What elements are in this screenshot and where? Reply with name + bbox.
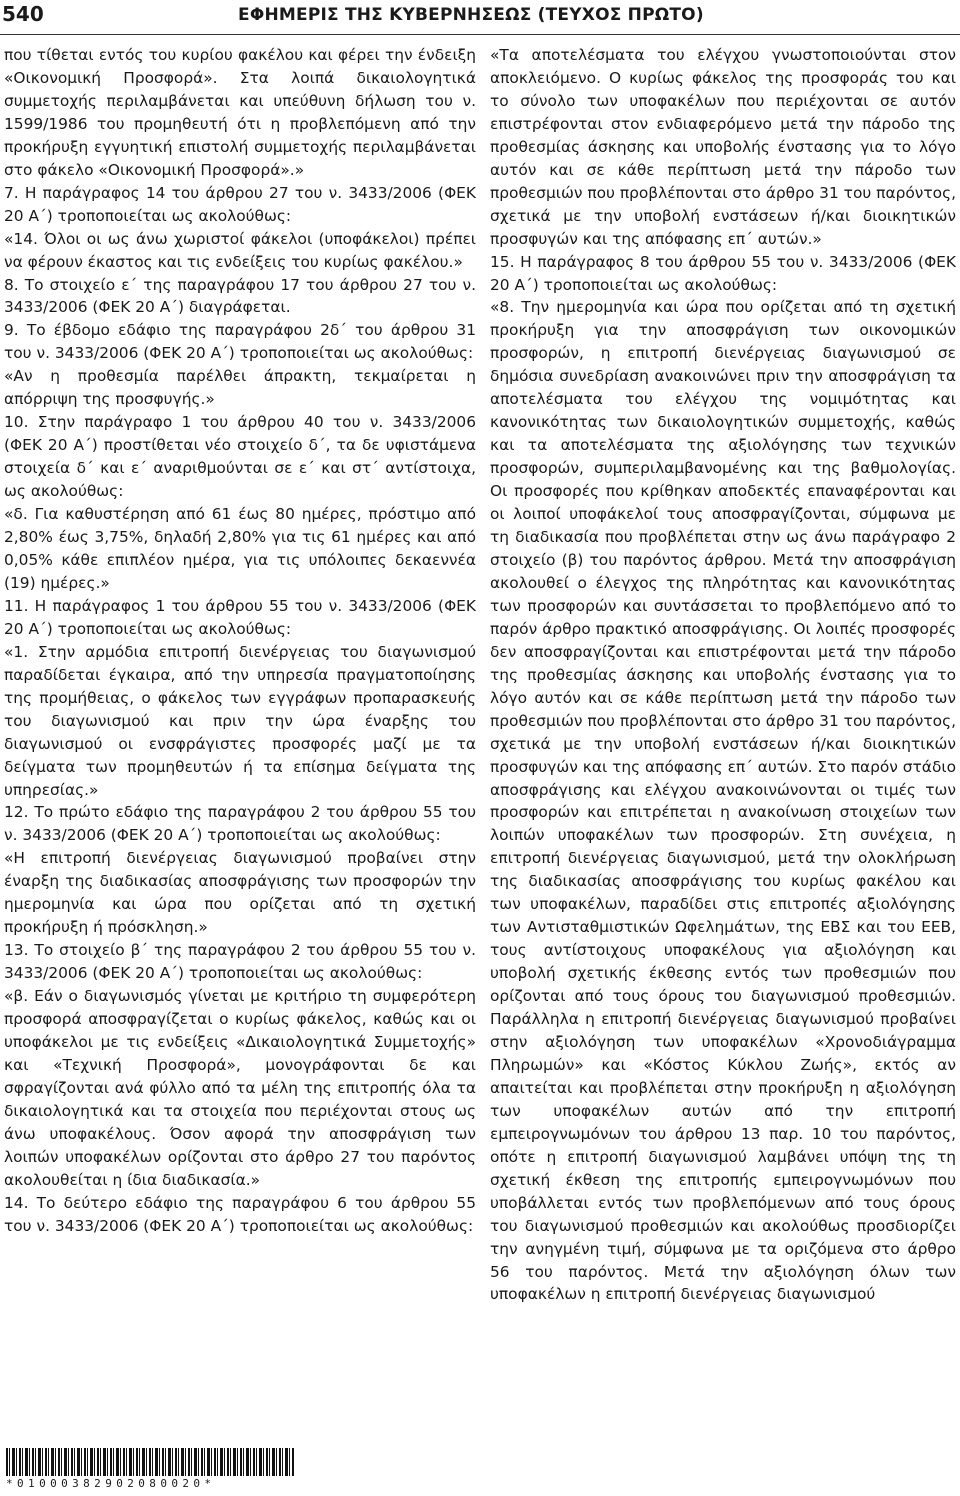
paragraph: 8. Το στοιχείο ε΄ της παραγράφου 17 του άρθρου 27 του ν. 3433/2006 (ΦΕΚ 20 Α΄) διαγράφεται. [4, 275, 476, 317]
barcode-bars [6, 1448, 294, 1476]
paragraph: «14. Όλοι οι ως άνω χωριστοί φάκελοι (υποφάκελοι) πρέπει να φέρουν έκαστος και τις ενδείξεις του κυρίως φακέλου.» [4, 229, 476, 271]
paragraph: 14. Το δεύτερο εδάφιο της παραγράφου 6 του άρθρου 55 του ν. 3433/2006 (ΦΕΚ 20 Α΄) τροποποιείται ως ακολούθως: [4, 1193, 476, 1235]
paragraph: 10. Στην παράγραφο 1 του άρθρου 40 του ν. 3433/2006 (ΦΕΚ 20 Α΄) προστίθεται νέο στοιχείο δ΄, τα δε υφιστάμενα στοιχεία δ΄ και ε΄ αναριθμούνται σε ε΄ και στ΄ αντίστοιχα, ως ακολούθως: [4, 413, 476, 501]
paragraph: «Τα αποτελέσματα του ελέγχου γνωστοποιούνται στον αποκλειόμενο. Ο κυρίως φάκελος της προσφοράς του και το σύνολο των υποφακέλων που περιέχονται σε αυτόν επιστρέφονται στον ενδιαφερόμενο μετά την πάροδο της προθεσμίας άσκησης και υποβολής ένστασης για το λόγο αυτόν και σε κάθε περίπτωση μετά την πάροδο των προθεσμιών που προβλέπονται στο άρθρο 31 του παρόντος, σχετικά με την υποβολή ενστάσεων ή/και διοικητικών προσφυγών και της απόφασης επ΄ αυτών.» [490, 46, 956, 248]
paragraph: 13. Το στοιχείο β΄ της παραγράφου 2 του άρθρου 55 του ν. 3433/2006 (ΦΕΚ 20 Α΄) τροποποιείται ως ακολούθως: [4, 941, 476, 983]
paragraph: που τίθεται εντός του κυρίου φακέλου και φέρει την ένδειξη «Οικονομική Προσφορά». Στα λοιπά δικαιολογητικά συμμετοχής περιλαμβάνεται και υπεύθυνη δήλωση του ν. 1599/1986 του προμηθευτή ότι η προβλεπόμενη από την προκήρυξη εγγυητική επιστολή συμμετοχής περιλαμβάνεται στο φάκελο «Οικονομική Προσφορά».» [4, 46, 476, 179]
paragraph: «β. Εάν ο διαγωνισμός γίνεται με κριτήριο τη συμφερότερη προσφορά αποσφραγίζεται ο κυρίως φάκελος, καθώς και οι υποφάκελοι με τις ενδείξεις «Δικαιολογητικά Συμμετοχής» και «Τεχνική Προσφορά», μονογράφονται δε και σφραγίζονται ανά φύλλο από τα μέλη της επιτροπής όλα τα δικαιολογητικά και τα στοιχεία που περιέχονται στους ως άνω υποφακέλους. Όσον αφορά την αποσφράγιση των λοιπών υποφακέλων ορίζονται στο άρθρο 27 του παρόντος ακολουθείται η ίδια διαδικασία.» [4, 987, 476, 1189]
paragraph: «δ. Για καθυστέρηση από 61 έως 80 ημέρες, πρόστιμο από 2,80% έως 3,75%, δηλαδή 2,80% για τις 61 ημέρες και από 0,05% κάθε επιπλέον ημέρα, για τις υπόλοιπες δεκαεννέα (19) ημέρες.» [4, 505, 476, 592]
page-number: 540 [2, 2, 44, 26]
paragraph: «1. Στην αρμόδια επιτροπή διενέργειας του διαγωνισμού παραδίδεται έγκαιρα, από την υπηρεσία πραγματοποίησης της προμήθειας, ο φάκελος των εγγράφων προπαρασκευής του διαγωνισμού και πριν την ώρα έναρξης του διαγωνισμού οι ενσφράγιστες προσφορές μαζί με τα δείγματα των προμηθευτών ή τα επίσημα δείγματα της υπηρεσίας.» [4, 642, 476, 799]
paragraph: «Αν η προθεσμία παρέλθει άπρακτη, τεκμαίρεται η απόρριψη της προσφυγής.» [4, 367, 476, 409]
paragraph: «Η επιτροπή διενέργειας διαγωνισμού προβαίνει στην έναρξη της διαδικασίας αποσφράγισης των προσφορών την ημερομηνία και ώρα που ορίζεται από τη σχετική προκήρυξη ή πρόσκληση.» [4, 849, 476, 937]
paragraph: «8. Την ημερομηνία και ώρα που ορίζεται από τη σχετική προκήρυξη για την αποσφράγιση των οικονομικών προσφορών, η επιτροπή διενέργειας διαγωνισμού σε δημόσια συνεδρίαση ανακοινώνει πριν την αποσφράγιση τα αποτελέσματα του ελέγχου της νομιμότητας και κανονικότητας των δικαιολογητικών συμμετοχής, καθώς και τα αποτελέσματα της αξιολόγησης των τεχνικών προσφορών, συμπεριλαμβανομένης και της βαθμολογίας. Οι προσφορές που κρίθηκαν αποδεκτές επαναφέρονται και οι λοιποί υποφάκελοί τους αποσφραγίζονται, σύμφωνα με τη διαδικασία που προβλέπεται στην ως άνω παράγραφο 2 στοιχείο (β) του παρόντος άρθρου. Μετά την αποσφράγιση ακολουθεί ο έλεγχος της πληρότητας και κανονικότητας των προσφορών και συντάσσεται το προβλεπόμενο από το παρόν άρθρο πρακτικό αποσφράγισης. Οι λοιπές προσφορές δεν αποσφραγίζονται και επιστρέφονται μετά την πάροδο της προθεσμίας άσκησης και υποβολής ένστασης για το λόγο αυτόν και σε κάθε περίπτωση μετά την πάροδο των προθεσμιών που προβλέπονται στο άρθρο 31 του παρόντος, σχετικά με την υποβολή ενστάσεων ή/και διοικητικών προσφυγών και της απόφασης επ΄ αυτών. Στο παρόν στάδιο αποσφράγισης και ελέγχου ανακοινώνονται οι τιμές των προσφορών και επιτρέπεται η ανακοίνωση στοιχείων των λοιπών υποφακέλων των προσφορών. Στη συνέχεια, η επιτροπή διενέργειας διαγωνισμού, μετά την ολοκλήρωση της διαδικασίας αποσφράγισης του κυρίως φακέλου και των υποφακέλων, παραδίδει στις επιτροπές αξιολόγησης των Αντισταθμιστικών Ωφελημάτων, της ΕΒΣ και του ΕΕΒ, τους αντίστοιχους υποφακέλους για αξιολόγηση και υποβολή σχετικής έκθεσης εντός των προθεσμιών που ορίζονται από τους όρους του διαγωνισμού προθεσμιών. Παράλληλα η επιτροπή διενέργειας διαγωνισμού προβαίνει στην αξιολόγηση των υποφακέλων «Χρονοδιάγραμμα Πληρωμών» και «Κόστος Κύκλου Ζωής», εκτός αν απαιτείται και προβλέπεται στην προκήρυξη η αξιολόγηση των υποφακέλων αυτών από την επιτροπή εμπειρογνωμόνων του άρθρου 13 παρ. 10 του παρόντος, οπότε η επιτροπή διαγωνισμού λαμβάνει υπόψη της τη σχετική έκθεση της επιτροπής εμπειρογνωμόνων που υποβάλλεται εντός των προβλεπόμενων από τους όρους του διαγωνισμού προθεσμιών και ακολούθως προσδιορίζει την ανηγμένη τιμή, σύμφωνα με τα οριζόμενα στο άρθρο 56 του παρόντος. Μετά την αξιολόγηση όλων των υποφακέλων η επιτροπή διενέργειας διαγωνισμού [490, 298, 956, 1304]
paragraph: 12. Το πρώτο εδάφιο της παραγράφου 2 του άρθρου 55 του ν. 3433/2006 (ΦΕΚ 20 Α΄) τροποποιείται ως ακολούθως: [4, 803, 476, 845]
barcode-number: *01000382902080020* [6, 1477, 216, 1490]
gazette-title: ΕΦΗΜΕΡΙΣ ΤΗΣ ΚΥΒΕΡΝΗΣΕΩΣ (ΤΕΥΧΟΣ ΠΡΩΤΟ) [238, 5, 704, 25]
left-column [4, 44, 476, 1238]
barcode [6, 1448, 306, 1492]
right-column [490, 44, 956, 1306]
paragraph: 11. Η παράγραφος 1 του άρθρου 55 του ν. 3433/2006 (ΦΕΚ 20 Α΄) τροποποιείται ως ακολούθως: [4, 596, 476, 638]
paragraph: 9. Το έβδομο εδάφιο της παραγράφου 2δ΄ του άρθρου 31 του ν. 3433/2006 (ΦΕΚ 20 Α΄) τροποποιείται ως ακολούθως: [4, 321, 476, 363]
paragraph: 7. Η παράγραφος 14 του άρθρου 27 του ν. 3433/2006 (ΦΕΚ 20 Α΄) τροποποιείται ως ακολούθως: [4, 183, 476, 225]
paragraph: 15. Η παράγραφος 8 του άρθρου 55 του ν. 3433/2006 (ΦΕΚ 20 Α΄) τροποποιείται ως ακολούθως: [490, 252, 956, 294]
page-header [0, 0, 960, 35]
